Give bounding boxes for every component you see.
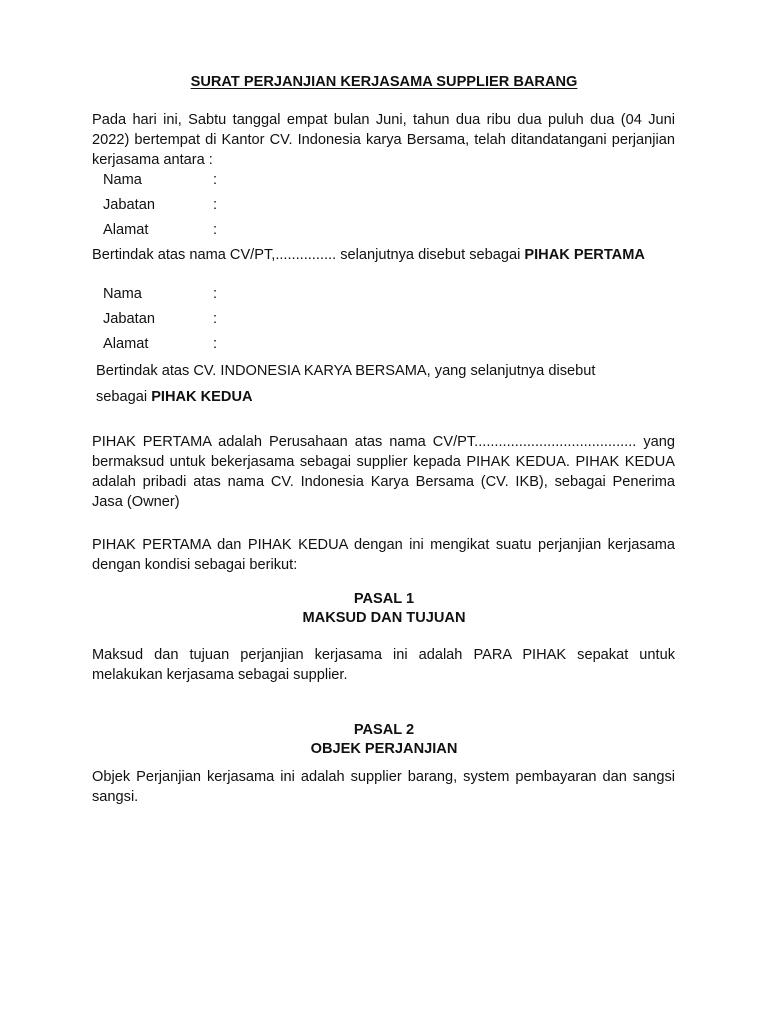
- agreement-statement-paragraph: PIHAK PERTAMA dan PIHAK KEDUA dengan ini mengikat suatu perjanjian kerjasama dengan kondisi sebagai berikut:: [92, 537, 675, 573]
- article-2-heading: OBJEK PERJANJIAN: [310, 741, 458, 757]
- second-party-position-field: [103, 309, 217, 329]
- article-1-number: PASAL 1: [353, 591, 415, 607]
- second-party-acting-line1: Bertindak atas CV. INDONESIA KARYA BERSAMA, yang selanjutnya disebut: [96, 363, 596, 379]
- document-title: SURAT PERJANJIAN KERJASAMA SUPPLIER BARANG: [190, 74, 578, 90]
- first-party-name-field: [103, 170, 217, 190]
- acting-text: Bertindak atas nama CV/PT,............... selanjutnya disebut sebagai: [92, 247, 525, 263]
- article-1-heading: MAKSUD DAN TUJUAN: [302, 610, 466, 626]
- first-party-address-field: [103, 220, 217, 240]
- field-label: Alamat: [103, 222, 149, 238]
- field-separator: :: [213, 336, 218, 352]
- parties-description-paragraph: PIHAK PERTAMA adalah Perusahaan atas nama CV/PT........................................ yang bermaksud untuk bekerjasama sebagai supplier kepada PIHAK KEDUA. PIHAK KEDUA adalah pribadi atas nama CV. Indonesia Karya Bersama (CV. IKB), sebagai Penerima Jasa (Owner): [92, 434, 675, 510]
- party-name-second: PIHAK KEDUA: [151, 389, 253, 405]
- acting-text: sebagai: [96, 389, 152, 405]
- second-party-address-field: [103, 334, 217, 354]
- field-label: Jabatan: [103, 197, 155, 213]
- first-party-acting-paragraph: [92, 245, 675, 265]
- article-1-body: Maksud dan tujuan perjanjian kerjasama ini adalah PARA PIHAK sepakat untuk melakukan kerjasama sebagai supplier.: [92, 647, 675, 683]
- field-separator: :: [213, 222, 218, 238]
- field-separator: :: [213, 197, 218, 213]
- article-2-number: PASAL 2: [353, 722, 415, 738]
- field-separator: :: [213, 311, 218, 327]
- party-name-first: PIHAK PERTAMA: [524, 247, 645, 263]
- field-label: Alamat: [103, 336, 149, 352]
- field-label: Jabatan: [103, 311, 155, 327]
- article-2-body: Objek Perjanjian kerjasama ini adalah supplier barang, system pembayaran dan sangsi sangsi.: [92, 769, 675, 805]
- field-separator: :: [213, 172, 218, 188]
- second-party-name-field: [103, 284, 217, 304]
- second-party-acting-line2: [96, 387, 253, 407]
- field-separator: :: [213, 286, 218, 302]
- intro-paragraph: Pada hari ini, Sabtu tanggal empat bulan Juni, tahun dua ribu dua puluh dua (04 Juni 2022) bertempat di Kantor CV. Indonesia karya Bersama, telah ditandatangani perjanjian kerjasama antara :: [92, 112, 675, 168]
- field-label: Nama: [103, 286, 142, 302]
- field-label: Nama: [103, 172, 142, 188]
- first-party-position-field: [103, 195, 217, 215]
